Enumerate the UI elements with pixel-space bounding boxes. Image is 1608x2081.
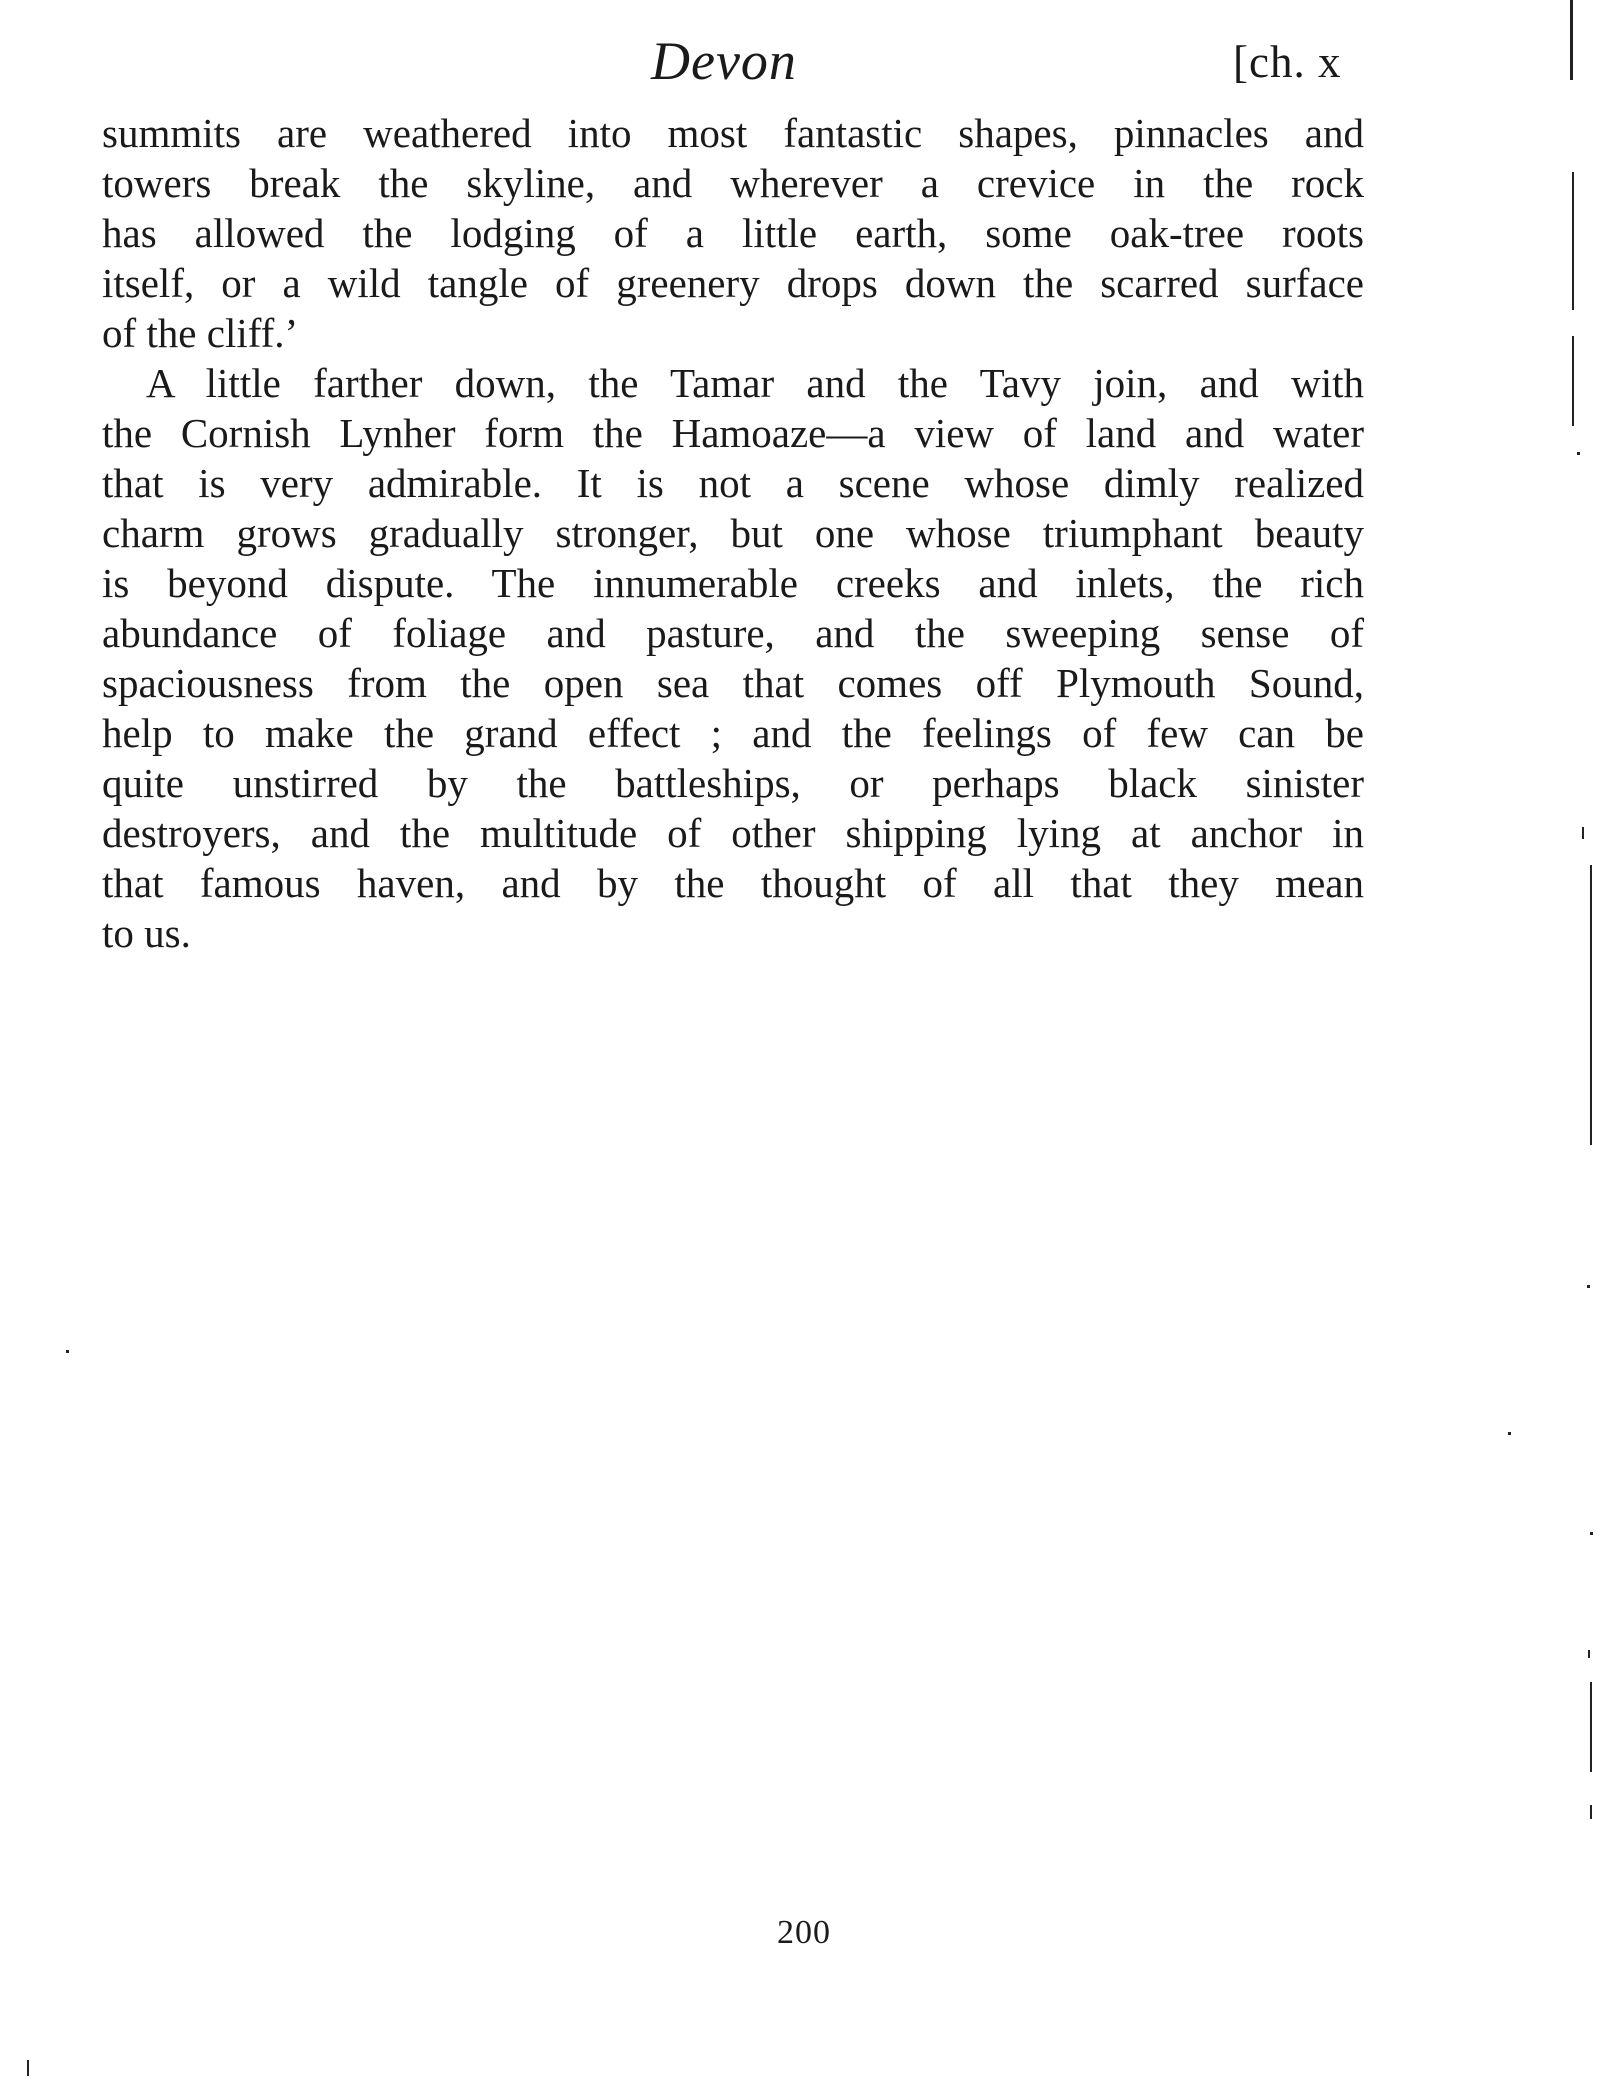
- text-line: destroyers, and the multitude of other shipping lying at anchor in: [102, 810, 1364, 856]
- scan-artifact: [27, 2060, 29, 2076]
- scan-artifact: [1572, 336, 1574, 426]
- scan-artifact: [1590, 1532, 1593, 1535]
- text-line: has allowed the lodging of a little earth, some oak-tree roots: [102, 210, 1364, 256]
- text-line: is beyond dispute. The innumerable creeks and inlets, the rich: [102, 560, 1364, 606]
- page-number: 200: [777, 1914, 831, 1951]
- text-line: charm grows gradually stronger, but one whose triumphant beauty: [102, 510, 1364, 556]
- text-line: quite unstirred by the battleships, or perhaps black sinister: [102, 760, 1364, 806]
- text-line: towers break the skyline, and wherever a crevice in the rock: [102, 160, 1364, 206]
- text-line: spaciousness from the open sea that comes off Plymouth Sound,: [102, 660, 1364, 706]
- text-line: A little farther down, the Tamar and the Tavy join, and with: [146, 360, 1364, 406]
- text-line: that famous haven, and by the thought of all that they mean: [102, 860, 1364, 906]
- scan-artifact: [1577, 452, 1580, 455]
- scan-artifact: [1572, 172, 1574, 310]
- scan-artifact: [66, 1350, 69, 1353]
- paragraph: [102, 358, 1364, 958]
- scan-artifact: [1590, 1682, 1592, 1772]
- running-title: Devon: [651, 31, 797, 91]
- scan-artifact: [1582, 827, 1584, 839]
- text-line: that is very admirable. It is not a scene whose dimly realized: [102, 460, 1364, 506]
- text-line: help to make the grand effect ; and the feelings of few can be: [102, 710, 1364, 756]
- scan-artifact: [1588, 1650, 1590, 1658]
- text-line: itself, or a wild tangle of greenery drops down the scarred surface: [102, 260, 1364, 306]
- paragraph: [102, 108, 1364, 358]
- text-line: to us.: [102, 910, 191, 956]
- scan-artifact: [1590, 1805, 1592, 1819]
- text-line: abundance of foliage and pasture, and the sweeping sense of: [102, 610, 1364, 656]
- chapter-reference: [ch. x: [1233, 37, 1342, 87]
- scan-artifact: [1570, 0, 1573, 80]
- scan-artifact: [1587, 1285, 1590, 1288]
- body-text: [102, 108, 1364, 958]
- scan-artifact: [1508, 1432, 1511, 1435]
- text-line: the Cornish Lynher form the Hamoaze—a view of land and water: [102, 410, 1364, 456]
- text-line: summits are weathered into most fantastic shapes, pinnacles and: [102, 110, 1364, 156]
- text-line: of the cliff.’: [102, 310, 299, 356]
- scan-artifact: [1590, 865, 1592, 1145]
